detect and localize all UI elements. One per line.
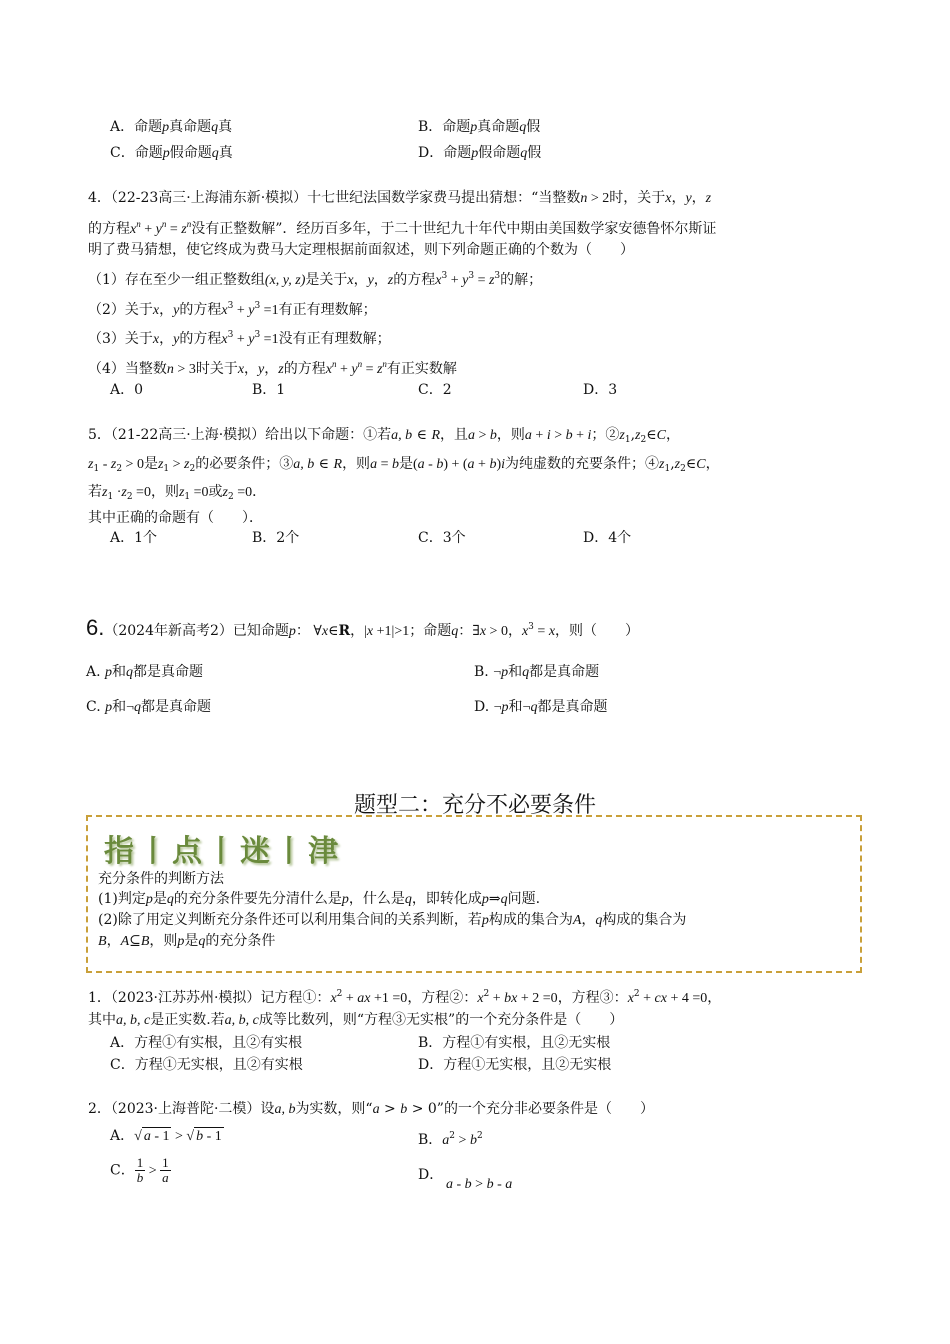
- q5-stem-line4: 其中正确的命题有（ ）．: [88, 510, 263, 526]
- p2-option-b: B．$a^2 > b^2$: [418, 1131, 483, 1148]
- q6-stem: 6.（2024年新高考2）已知命题p： ∀x∈R，|x +1|>1；命题q：∃x > 0，$x^3 = x$，则（ ）: [86, 615, 640, 640]
- q4-statement-4: （4）当整数n > 3时关于x，y，z的方程$x^n + y^n = z^n$有正实数解: [88, 359, 457, 377]
- q3-option-d: D．命题p假命题q假: [418, 145, 542, 161]
- p1-option-d: D．方程①无实根，且②无实根: [418, 1057, 612, 1073]
- q4-option-a: A．0: [110, 382, 144, 398]
- q5-option-d: D．4个: [583, 530, 632, 546]
- p2-option-c: C． $\frac{1}{b}$ > $\frac{1}{a}$: [110, 1155, 169, 1185]
- tip-line-2: (1)判定p是q的充分条件要先分清什么是p，什么是q，即转化成p⇒q问题.: [98, 891, 541, 907]
- q5-stem-line2: $z_1 - z_2 > 0$是$z_1 > z_2$的必要条件；③a, b ∈ R，则a = b是(a - b) + (a + b)i为纯虚数的充要条件；$④z_1,z_2\in C$，: [88, 456, 720, 474]
- p1-option-a: A．方程①有实根，且②有实根: [110, 1035, 303, 1051]
- q6-option-a: A. p和q都是真命题: [86, 664, 204, 680]
- q4-statement-3: （3）关于x，y的方程$x^3 + y^3 =1$没有正有理数解；: [88, 330, 391, 347]
- p2-option-d-label: D．: [418, 1167, 444, 1183]
- q3-option-b: B．命题p真命题q假: [418, 119, 541, 135]
- p1-stem-line1: 1．（2023·江苏苏州·模拟）记方程①：$x^2$ + ax +1 =0，方程②：$x^2$ + bx + 2 =0，方程③：$x^2$ + cx + 4 =0，: [88, 989, 722, 1006]
- tip-heading: 指丨点丨迷丨津: [104, 834, 342, 869]
- q6-option-b: B. ¬p和q都是真命题: [474, 664, 600, 680]
- tip-line-1: 充分条件的判断方法: [98, 871, 224, 887]
- p2-option-d-expr: a - b > b - a: [446, 1177, 513, 1192]
- q4-statement-2: （2）关于x，y的方程$x^3 + y^3 =1$有正有理数解；: [88, 301, 377, 318]
- section-title: 题型二：充分不必要条件: [353, 793, 596, 818]
- q5-option-c: C．3个: [418, 530, 466, 546]
- q5-stem-line3: 若$z_1 \cdot z_2 =0$，则$z_1 =0$或$z_2 =0$．: [88, 484, 267, 502]
- q4-stem-line1: 4．（22-23高三·上海浦东新·模拟）十七世纪法国数学家费马提出猜想：“当整数n > 2时，关于x，y，z: [88, 190, 712, 206]
- p1-stem-line2: 其中a, b, c是正实数.若a, b, c成等比数列，则“方程③无实根”的一个充分条件是（ ）: [88, 1012, 624, 1028]
- q4-option-c: C．2: [418, 382, 452, 398]
- q4-option-b: B．1: [252, 382, 286, 398]
- q4-statement-1: （1）存在至少一组正整数组(x, y, z)是关于x，y，z的方程$x^3 + y^3 = z^3$的解；: [88, 271, 543, 288]
- p2-option-a: A．√ a - 1 > √ b - 1: [110, 1128, 222, 1144]
- q4-stem-line2: 的方程$x^n + y^n = z^n$没有正整数解”．经历百多年，于二十世纪九十年代中期由美国数学家安德鲁怀尔斯证: [88, 219, 717, 237]
- q6-option-d: D. ¬p和¬q都是真命题: [474, 699, 608, 715]
- tip-line-4: B，A⊆B，则p是q的充分条件: [98, 933, 276, 949]
- q4-stem-line3: 明了费马猜想，使它终成为费马大定理根据前面叙述，则下列命题正确的个数为（ ）: [88, 242, 634, 258]
- p2-stem: 2．（2023·上海普陀·二模）设a, b为实数，则“a > b > 0”的一个充分非必要条件是（ ）: [88, 1101, 654, 1117]
- q3-option-c: C．命题p假命题q真: [110, 145, 233, 161]
- q3-option-a: A．命题p真命题q真: [110, 119, 233, 135]
- q5-option-a: A．1个: [110, 530, 158, 546]
- q6-option-c: C. p和¬q都是真命题: [86, 699, 212, 715]
- q6-number: 6.: [86, 615, 105, 640]
- q5-stem-line1: 5．（21-22高三·上海·模拟）给出以下命题：①若a, b ∈ R，且a > b，则a + i > b + i；$②z_1,z_2\in C$，: [88, 427, 680, 445]
- p1-option-c: C．方程①无实根，且②有实根: [110, 1057, 303, 1073]
- q4-option-d: D．3: [583, 382, 618, 398]
- q5-option-b: B．2个: [252, 530, 300, 546]
- tip-line-3: (2)除了用定义判断充分条件还可以利用集合间的关系判断，若p构成的集合为A，q构成的集合为: [98, 912, 687, 928]
- p1-option-b: B．方程①有实根，且②无实根: [418, 1035, 611, 1051]
